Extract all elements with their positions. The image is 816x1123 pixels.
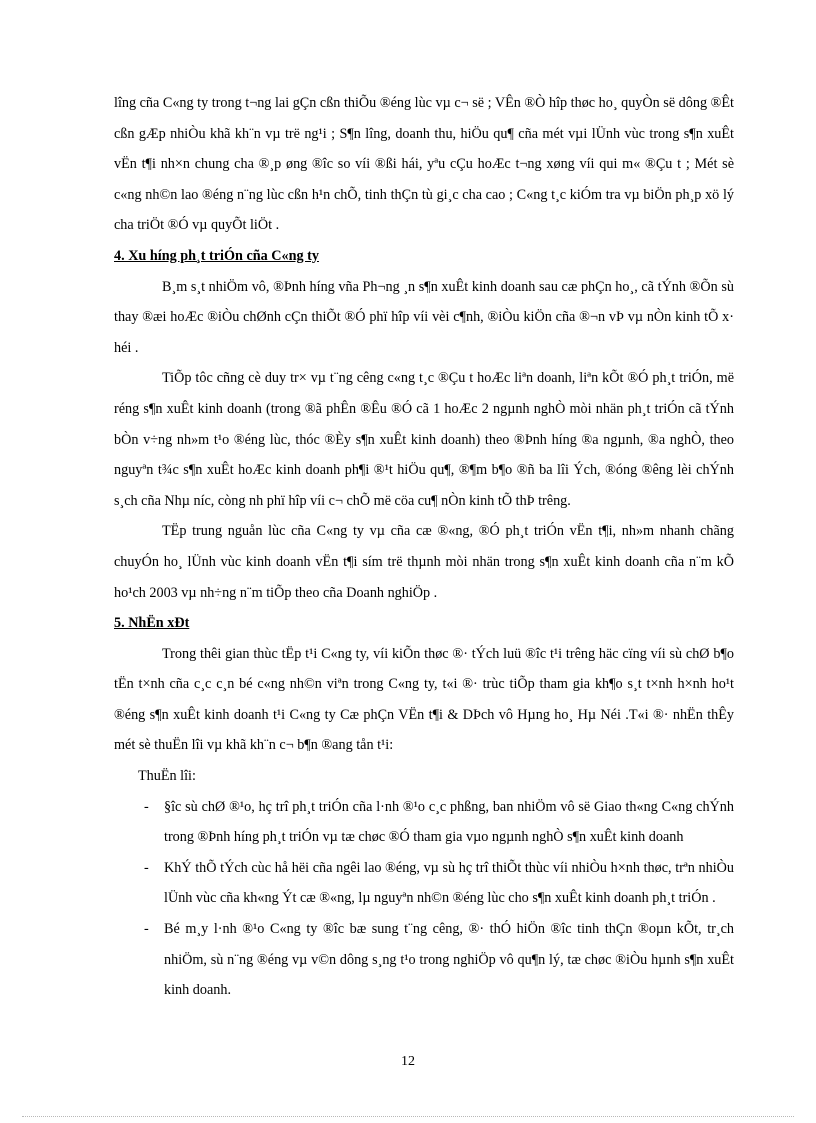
section-4-heading: 4. Xu híng ph¸t triÓn cña C«ng ty: [114, 247, 319, 264]
document-page: [114, 88, 734, 1006]
intro-paragraph: lîng cña C«ng ty trong t¬ng lai gÇn cßn thiÕu ®éng lùc vµ c¬ së ; VÊn ®Ò hîp thøc ho¸ quyÒn së dông ®Êt cßn gÆp nhiÒu khã kh¨n vµ trë ng¹i ; S¶n lîng, doanh thu, hiÖu qu¶ cña mét vµi lÜnh vùc trong s¶n xuÊt vËn t¶i nh×n chung cha ®¸p øng ®îc so víi ®ßi hái, yªu cÇu hoÆc t¬ng xøng víi qui m« ®Çu t ; Mét sè c«ng nh©n lao ®éng n¨ng lùc cßn h¹n chÕ, tinh thÇn tù gi¸c cha cao ; C«ng t¸c kiÓm tra vµ biÖn ph¸p xö lý cha triÖt ®Ó vµ quyÕt liÖt .: [114, 95, 734, 234]
footer-divider: [22, 1116, 794, 1117]
dash-bullet: -: [144, 859, 149, 876]
page-number: 12: [401, 1054, 415, 1069]
list-item: [114, 914, 734, 1006]
list-item: [114, 792, 734, 853]
section-4-paragraph-1: B¸m s¸t nhiÖm vô, ®Þnh híng vña Ph¬ng ¸n s¶n xuÊt kinh doanh sau cæ phÇn ho¸, cã tÝnh ®Õn sù thay ®æi hoÆc ®iÒu chØnh cÇn thiÕt ®Ó phï hîp víi vèi c¶nh, ®iÒu kiÖn cña ®¬n vÞ vµ nÒn kinh tÕ x· héi .: [114, 278, 734, 356]
list-item-text: §îc sù chØ ®¹o, hç trî ph¸t triÓn cña l·nh ®¹o c¸c phßng, ban nhiÖm vô së Giao th«ng C«ng chÝnh trong ®Þnh híng ph¸t triÓn vµ tæ chøc ®Ó tham gia vµo ngµnh nghÒ s¶n xuÊt kinh doanh: [164, 798, 734, 846]
dash-bullet: -: [144, 921, 149, 938]
section-5-paragraph: Trong thêi gian thùc tËp t¹i C«ng ty, víi kiÕn thøc ®· tÝch luü ®îc t¹i trêng häc cïng víi sù chØ b¶o tËn t×nh cña c¸c c¸n bé c«ng nh©n viªn trong C«ng ty, t«i ®· trùc tiÕp tham gia kh¶o s¸t t×nh h×nh ho¹t ®éng s¶n xuÊt kinh doanh t¹i C«ng ty Cæ phÇn VËn t¶i & DÞch vô Hµng ho¸ Hµ Néi .T«i ®· nhËn thÊy mét sè thuËn lîi vµ khã kh¨n c¬ b¶n ®ang tån t¹i:: [114, 645, 734, 754]
section-4-paragraph-3: TËp trung nguån lùc cña C«ng ty vµ cña cæ ®«ng, ®Ó ph¸t triÓn vËn t¶i, nh»m nhanh chãng chuyÓn ho¸ lÜnh vùc kinh doanh vËn t¶i sím trë thµnh mòi nhän trong s¶n xuÊt kinh doanh cña n¨m kÕ ho¹ch 2003 vµ nh÷ng n¨m tiÕp theo cña Doanh nghiÖp .: [114, 523, 734, 601]
section-5-heading: 5. NhËn xÐt: [114, 615, 190, 632]
list-item: [114, 853, 734, 914]
advantages-list: [114, 792, 734, 1006]
advantages-label: ThuËn lîi:: [138, 768, 196, 785]
dash-bullet: -: [144, 798, 149, 815]
section-4-paragraph-2: TiÕp tôc cñng cè duy tr× vµ t¨ng cêng c«ng t¸c ®Çu t hoÆc liªn doanh, liªn kÕt ®Ó ph¸t triÓn, më réng s¶n xuÊt kinh doanh (trong ®ã phÊn ®Êu ®Ó cã 1 hoÆc 2 ngµnh nghÒ mòi nhän ph¸t triÓn cã tÝnh bÒn v÷ng nh»m t¹o ®éng lùc, thóc ®Èy s¶n xuÊt kinh doanh) theo ®Þnh híng ®a ngµnh, ®a nghÒ, theo nguyªn t¾c s¶n xuÊt hoÆc kinh doanh ph¶i ®¹t hiÖu qu¶, ®¶m b¶o ®ñ ba lîi Ých, ®óng ®êng lèi chÝnh s¸ch cña Nhµ níc, còng nh phï hîp víi c¬ chÕ më cöa cu¶ nÒn kinh tÕ thÞ trêng.: [114, 370, 734, 509]
list-item-text: Bé m¸y l·nh ®¹o C«ng ty ®îc bæ sung t¨ng cêng, ®· thÓ hiÖn ®îc tinh thÇn ®oµn kÕt, tr¸ch nhiÖm, sù n¨ng ®éng vµ v©n dông s¸ng t¹o trong nghiÖp vô qu¶n lý, tæ chøc ®iÒu hµnh s¶n xuÊt kinh doanh.: [164, 921, 734, 999]
list-item-text: KhÝ thÕ tÝch cùc hå hëi cña ngêi lao ®éng, vµ sù hç trî thiÕt thùc víi nhiÒu h×nh thøc, trªn nhiÒu lÜnh vùc cña kh«ng Ýt cæ ®«ng, lµ nguyªn nh©n ®éng lùc cho s¶n xuÊt kinh doanh ph¸t triÓn .: [164, 859, 734, 907]
